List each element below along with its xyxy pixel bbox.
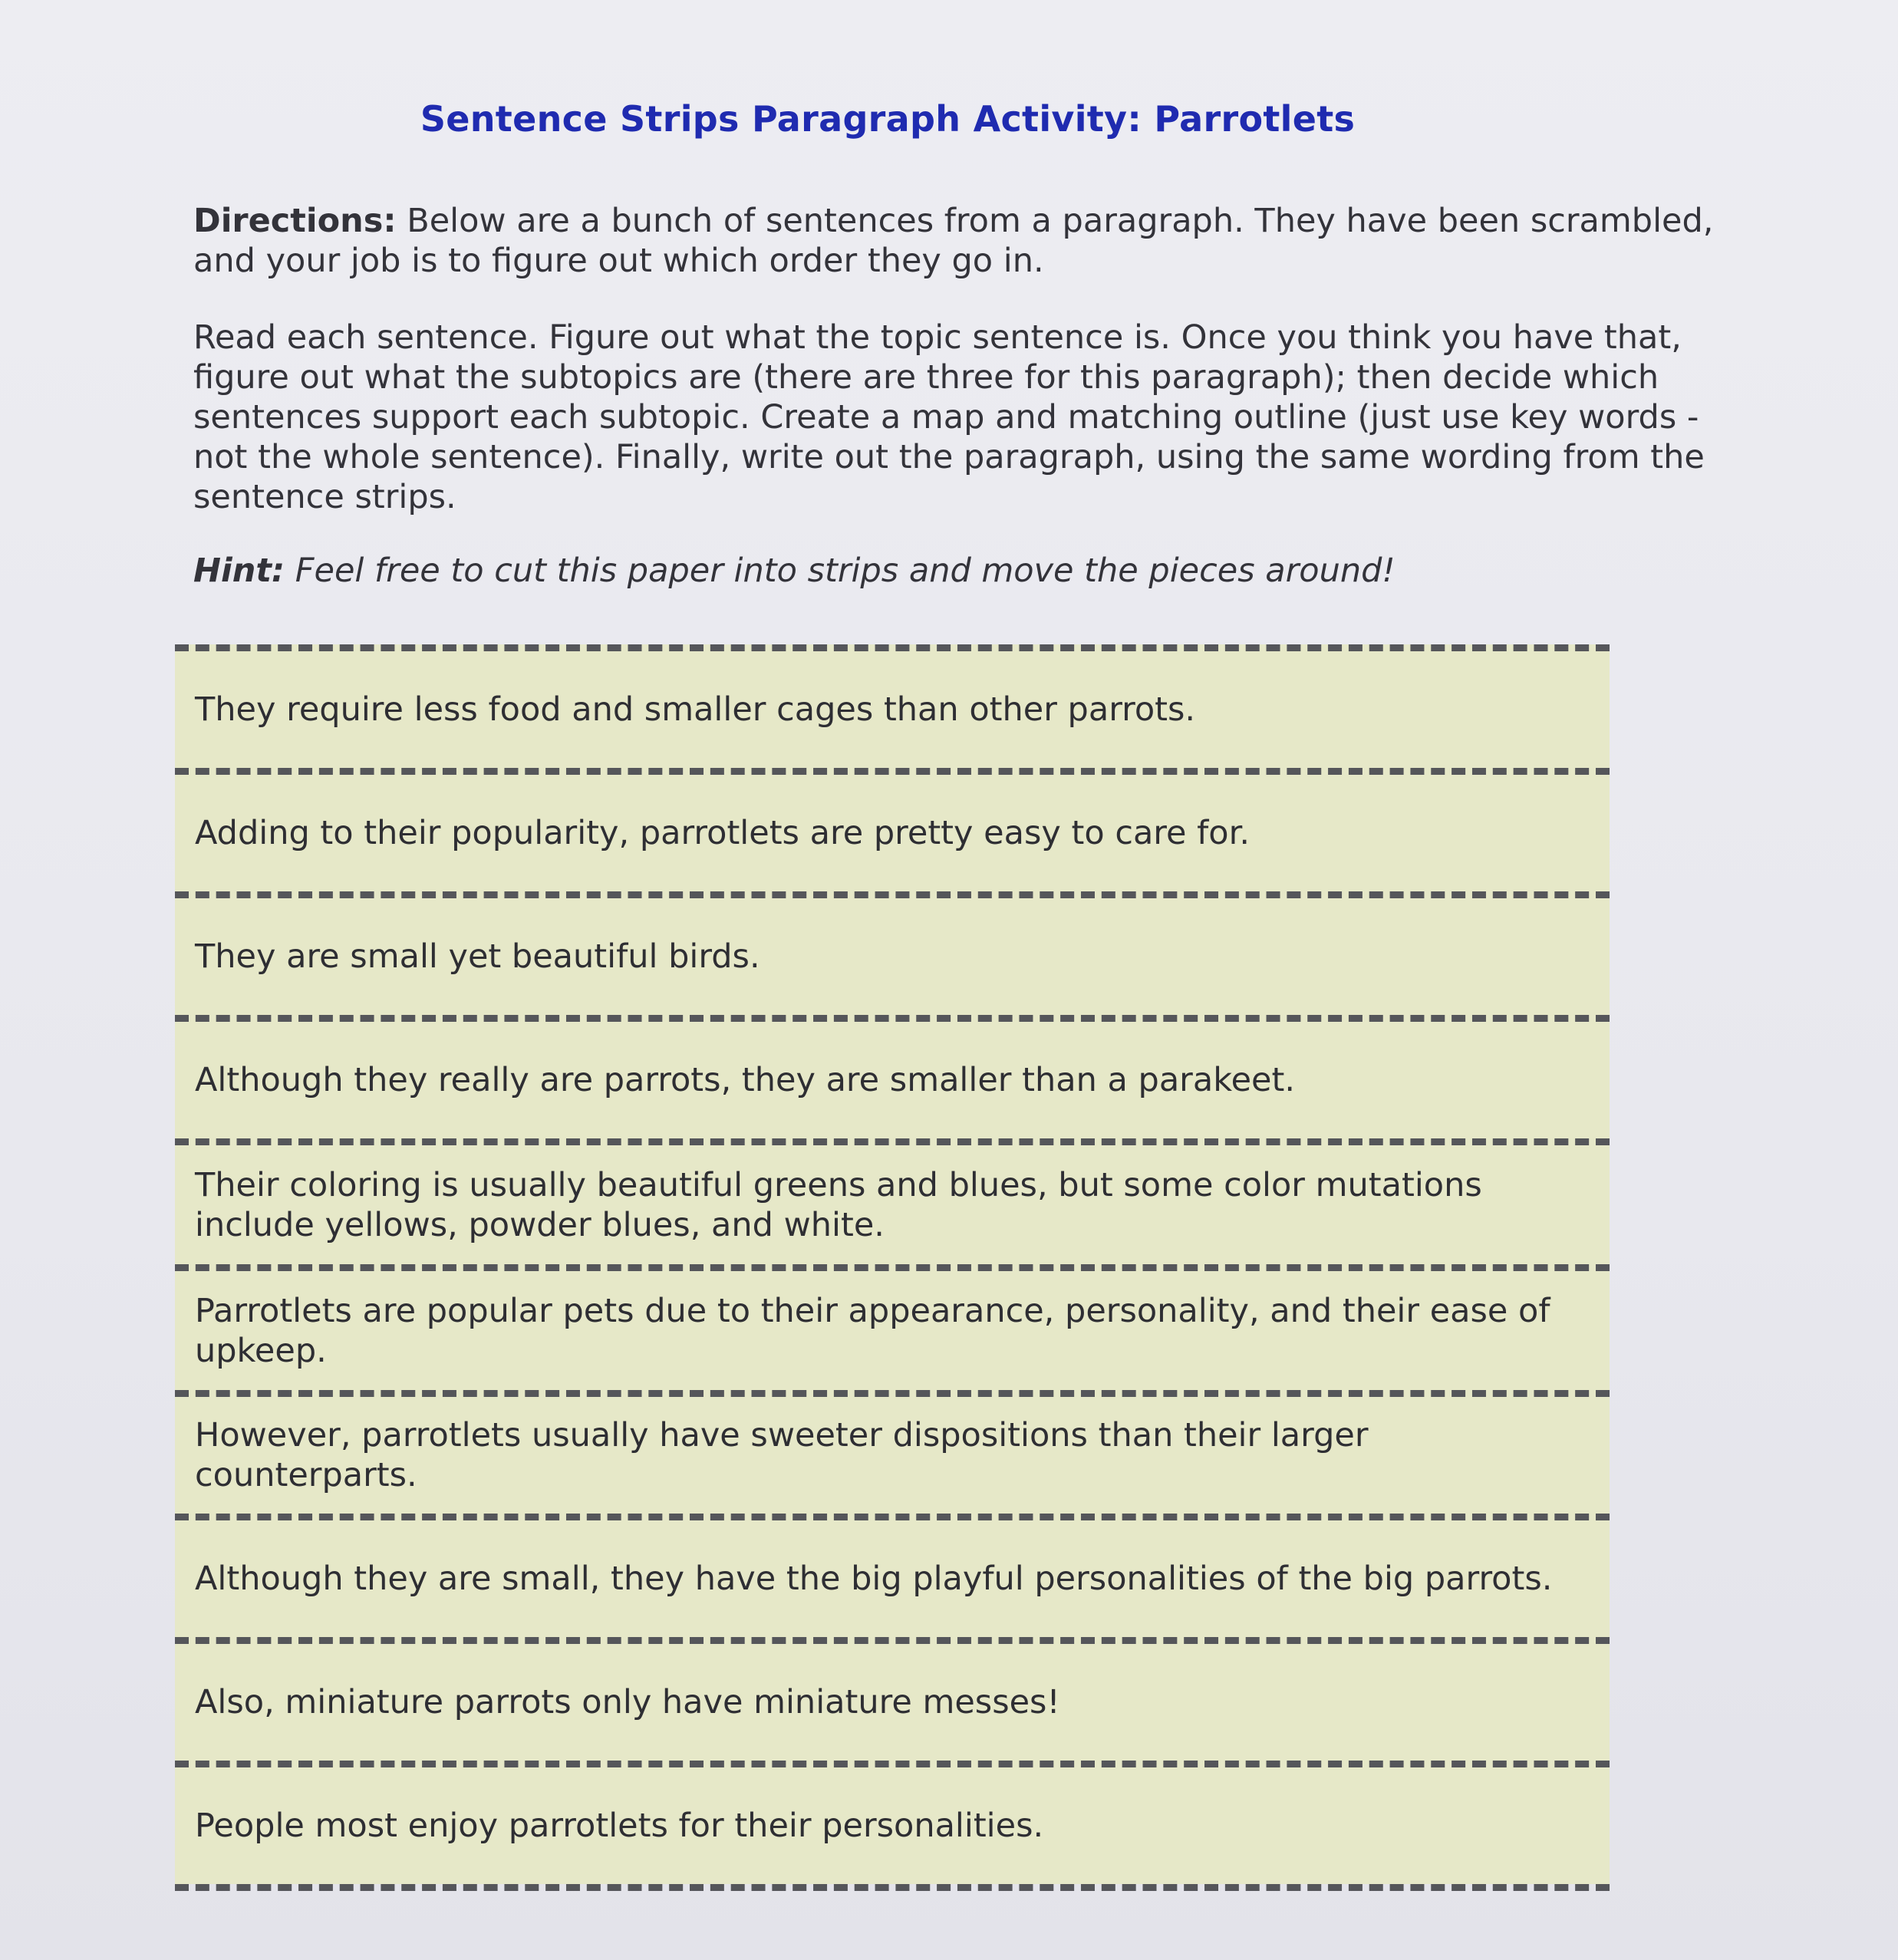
sentence-strip-7: However, parrotlets usually have sweeter dispositions than their larger counterparts. [175, 1390, 1610, 1514]
hint-label: Hint: [193, 552, 285, 590]
directions-label: Directions: [193, 202, 397, 240]
sentence-strips [175, 644, 1610, 1891]
sentence-strip-9: Also, miniature parrots only have miniature messes! [175, 1637, 1610, 1761]
sentence-strip-2: Adding to their popularity, parrotlets are pretty easy to care for. [175, 768, 1610, 891]
sentence-strip-3: They are small yet beautiful birds. [175, 891, 1610, 1015]
page-title: Sentence Strips Paragraph Activity: Parrotlets [420, 98, 1356, 140]
sentence-strip-4: Although they really are parrots, they are smaller than a parakeet. [175, 1015, 1610, 1138]
hint-paragraph [193, 551, 1728, 591]
directions-paragraph [193, 201, 1728, 281]
instructions-paragraph: Read each sentence. Figure out what the topic sentence is. Once you think you have that, figure out what the subtopics are (there are three for this paragraph); then decide which sentences support each subtopic. Create a map and matching outline (just use key words - not the whole sentence). Finally, write out the paragraph, using the same wording from the sentence strips. [193, 318, 1705, 516]
directions-text: Below are a bunch of sentences from a paragraph. They have been scrambled, and your job is to figure out which order they go in. [193, 202, 1714, 280]
sentence-strip-10: People most enjoy parrotlets for their personalities. [175, 1761, 1610, 1884]
sentence-strip-6: Parrotlets are popular pets due to their appearance, personality, and their ease of upkeep. [175, 1264, 1610, 1390]
cut-line-bottom [175, 1884, 1610, 1891]
sentence-strip-8: Although they are small, they have the big playful personalities of the big parrots. [175, 1514, 1610, 1637]
sentence-strip-5: Their coloring is usually beautiful greens and blues, but some color mutations include yellows, powder blues, and white. [175, 1138, 1610, 1264]
sentence-strip-1: They require less food and smaller cages than other parrots. [175, 644, 1610, 768]
hint-text: Feel free to cut this paper into strips and move the pieces around! [285, 552, 1395, 590]
